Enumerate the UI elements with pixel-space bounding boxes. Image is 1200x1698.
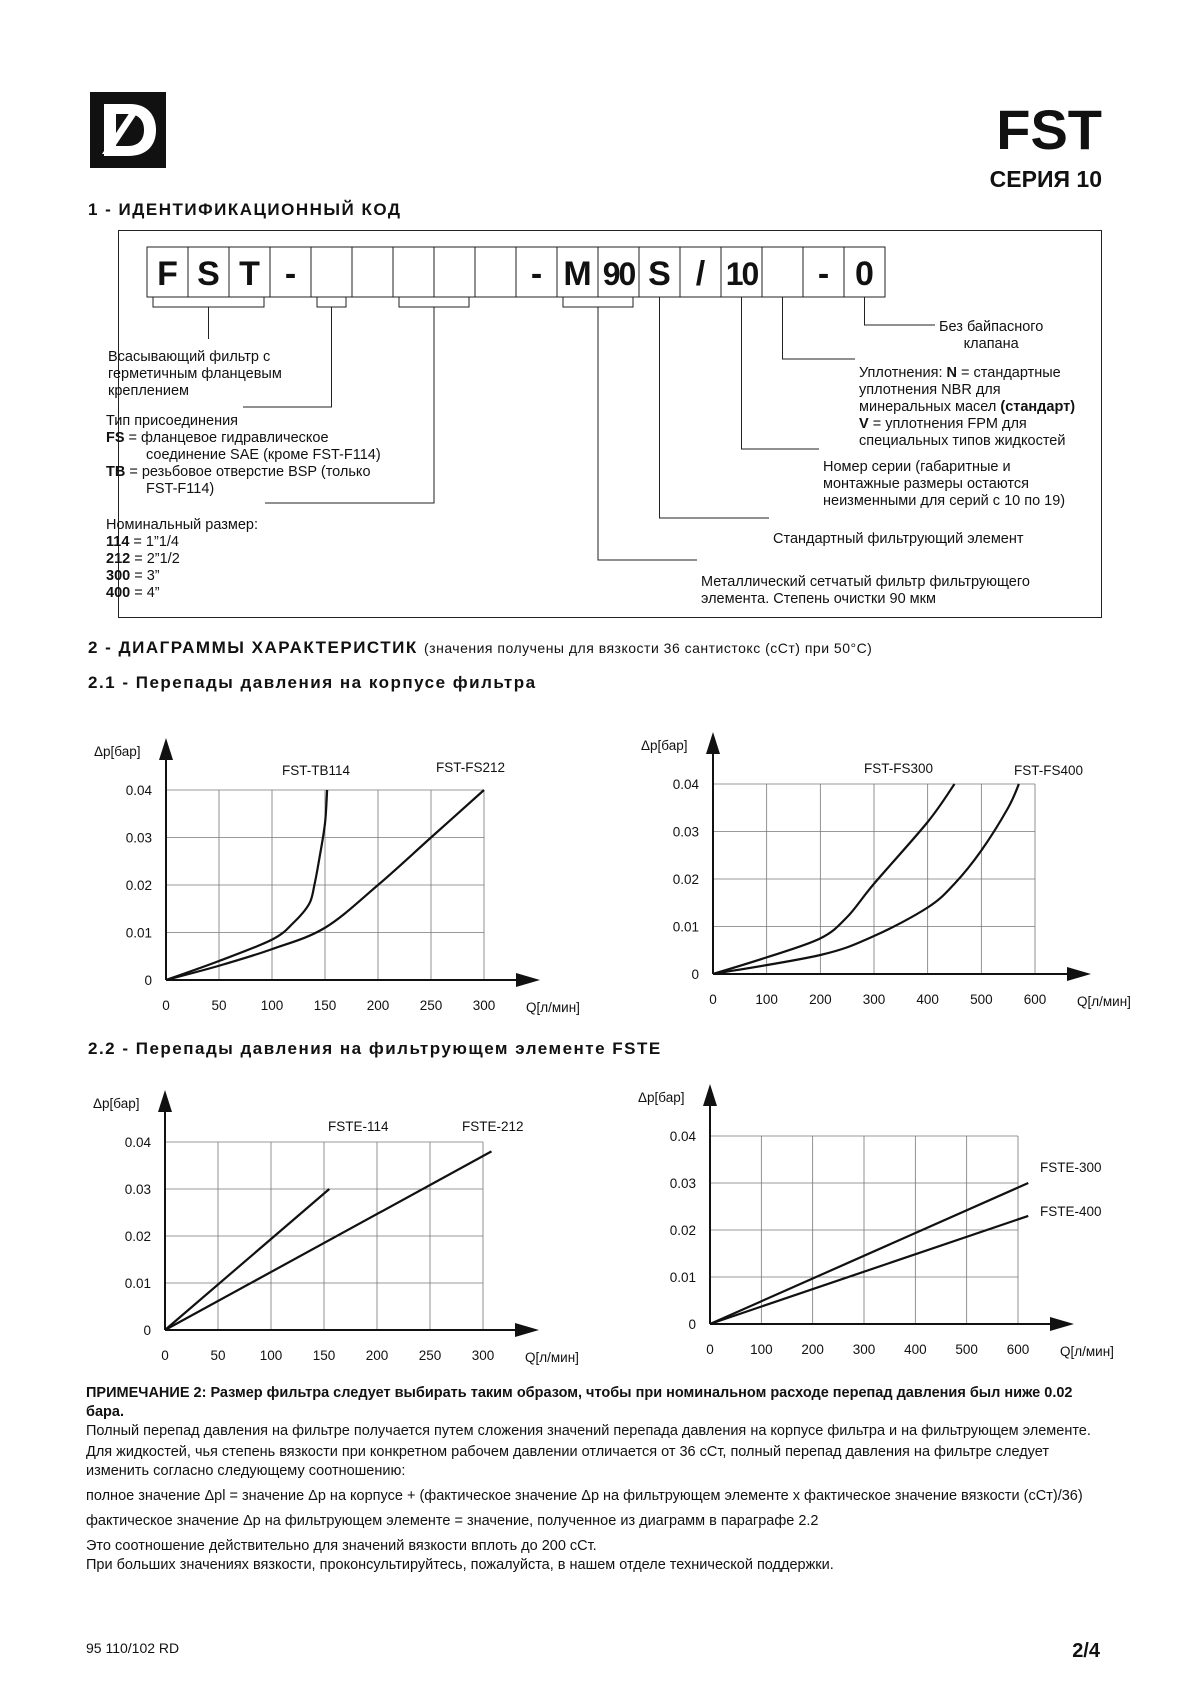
x-tick-label: 100	[755, 992, 778, 1007]
x-axis-arrow	[1067, 967, 1091, 981]
leader-line	[742, 297, 820, 449]
x-tick-label: 150	[313, 998, 337, 1013]
series-label: FST-TB114	[282, 763, 351, 778]
code-cell-char: 10	[725, 256, 758, 292]
code-cell-char: -	[530, 255, 543, 293]
x-tick-label: 200	[366, 998, 390, 1013]
code-bracket	[317, 297, 346, 307]
series-label: FSTE-400	[1040, 1204, 1102, 1219]
x-tick-label: 0	[162, 998, 170, 1013]
x-tick-label: 600	[1006, 1342, 1030, 1357]
y-axis-arrow	[706, 732, 720, 754]
chart-element-large	[630, 1080, 1140, 1370]
code-bracket	[399, 297, 469, 307]
x-tick-label: 0	[706, 1342, 714, 1357]
note-paragraph: фактическое значение Δp на фильтрующем элементе = значение, полученное из диаграмм в параграфе 2.2	[86, 1513, 819, 1529]
code-cell	[393, 247, 434, 297]
y-axis-arrow	[158, 1090, 172, 1112]
serial-description: Номер серии (габаритные и монтажные размеры остаются неизменными для серий с 10 по 19)	[823, 459, 1066, 509]
x-axis-label: Q[л/мин]	[525, 1350, 579, 1365]
y-tick-label: 0.02	[672, 872, 699, 887]
code-cell	[434, 247, 475, 297]
section1-title: 1 - ИДЕНТИФИКАЦИОННЫЙ КОД	[88, 200, 402, 219]
mesh-description: Металлический сетчатый фильтр фильтрующего элемента. Степень очистки 90 мкм	[701, 574, 1030, 607]
x-tick-label: 600	[1023, 992, 1047, 1007]
viscosity-note: (значения получены для вязкости 36 сантистокс (сСт) при 50°С)	[424, 640, 873, 656]
y-tick-label: 0	[143, 1323, 151, 1338]
page-number: 2/4	[1072, 1640, 1100, 1662]
bypass-description: Без байпасного клапана	[939, 319, 1044, 352]
y-tick-label: 0.04	[672, 777, 699, 792]
x-axis-label: Q[л/мин]	[526, 1000, 580, 1015]
x-tick-label: 400	[904, 1342, 927, 1357]
y-tick-label: 0.03	[669, 1176, 696, 1191]
x-axis-arrow	[1050, 1317, 1074, 1331]
standard-element-description: Стандартный фильтрующий элемент	[773, 531, 1024, 547]
x-axis-arrow	[516, 973, 540, 987]
x-tick-label: 300	[862, 992, 886, 1007]
note-formula: полное значение Δpl = значение Δp на корпусе + (фактическое значение Δp на фильтрующем элементе х фактическое значение вязкости (сСт)/36)	[86, 1488, 1083, 1504]
subsection22-title: 2.2 - Перепады давления на фильтрующем элементе FSTE	[88, 1039, 662, 1058]
code-cell-char: -	[817, 255, 830, 293]
note-paragraph: При больших значениях вязкости, проконсультируйтесь, пожалуйста, в нашем отделе технической поддержки.	[86, 1557, 834, 1573]
code-cell	[311, 247, 352, 297]
seals-description: Уплотнения: N = стандартные уплотнения NBR для минеральных масел (стандарт) V = уплотнения FPM для специальных типов жидкостей	[859, 365, 1076, 449]
chart-grid	[165, 1142, 483, 1330]
y-axis-arrow	[703, 1084, 717, 1106]
note-paragraph: Это соотношение действительно для значений вязкости вплоть до 200 сСт.	[86, 1538, 597, 1554]
y-tick-label: 0	[691, 967, 699, 982]
y-tick-label: 0.03	[672, 824, 699, 840]
code-cell	[352, 247, 393, 297]
y-tick-label: 0.03	[125, 830, 152, 846]
y-axis-arrow	[159, 738, 173, 760]
y-tick-label: 0.01	[669, 1270, 696, 1285]
x-tick-label: 400	[916, 992, 939, 1007]
suction-description: Всасывающий фильтр с герметичным фланцевым креплением	[108, 349, 282, 399]
x-tick-label: 300	[472, 998, 496, 1013]
x-tick-label: 200	[801, 1342, 824, 1357]
x-tick-label: 50	[211, 998, 227, 1013]
x-tick-label: 200	[809, 992, 832, 1007]
y-tick-label: 0.03	[124, 1182, 151, 1197]
code-cell-char: S	[197, 255, 220, 293]
x-axis-label: Q[л/мин]	[1077, 994, 1131, 1009]
code-bracket	[563, 297, 633, 307]
code-cell-char: F	[157, 255, 178, 293]
series-label: СЕРИЯ 10	[989, 166, 1102, 192]
code-cell-char: M	[563, 255, 592, 293]
y-tick-label: 0.01	[672, 919, 699, 935]
series-line-fste-300	[710, 1183, 1028, 1324]
product-code: FST	[996, 98, 1102, 161]
y-tick-label: 0.02	[669, 1223, 696, 1238]
identification-code-box	[106, 230, 1102, 618]
code-cell-char: /	[695, 255, 706, 293]
code-cell	[475, 247, 516, 297]
note-paragraph: Полный перепад давления на фильтре получается путем сложения значений перепада давления на корпусе фильтра и на фильтрующем элементе.	[86, 1423, 1091, 1439]
leader-line	[660, 297, 770, 518]
series-line-fste-212	[165, 1151, 491, 1330]
leader-line	[865, 297, 936, 325]
y-axis-label: Δp[бар]	[93, 1096, 140, 1111]
x-tick-label: 0	[161, 1348, 169, 1363]
leader-line	[783, 297, 856, 359]
x-tick-label: 100	[260, 998, 284, 1013]
series-label: FSTE-212	[462, 1119, 524, 1134]
y-tick-label: 0	[688, 1317, 696, 1332]
y-tick-label: 0.04	[125, 783, 152, 798]
doc-number: 95 110/102 RD	[86, 1640, 180, 1656]
series-label: FST-FS212	[436, 760, 506, 775]
x-tick-label: 500	[970, 992, 993, 1007]
y-tick-label: 0.01	[124, 1276, 151, 1291]
connection-type: Тип присоединения FS = фланцевое гидравлическое соединение SAE (кроме FST-F114) TB = резьбовое отверстие BSP (только FST-F114)	[106, 413, 381, 497]
x-tick-label: 250	[419, 998, 443, 1013]
code-cell-char: 0	[855, 255, 874, 293]
y-axis-label: Δp[бар]	[638, 1090, 685, 1105]
subsection21-title: 2.1 - Перепады давления на корпусе фильтра	[88, 673, 537, 692]
x-tick-label: 0	[709, 992, 717, 1007]
chart-element-small	[86, 1086, 596, 1376]
note-2-heading: ПРИМЕЧАНИЕ 2: Размер фильтра следует выбирать таким образом, чтобы при номинальном расходе перепад давления был ниже 0.02 бара.	[86, 1385, 1073, 1420]
series-label: FSTE-300	[1040, 1160, 1102, 1175]
series-line-fste-400	[710, 1216, 1028, 1324]
y-tick-label: 0.02	[124, 1229, 151, 1244]
x-tick-label: 500	[955, 1342, 978, 1357]
x-tick-label: 100	[750, 1342, 773, 1357]
code-cell-char: T	[239, 255, 260, 293]
note-paragraph: Для жидкостей, чья степень вязкости при конкретном рабочем давлении отличается от 36 сСт, полный перепад давления на фильтре следует изменить согласно следующему соотношению:	[86, 1444, 1049, 1479]
section2-title: 2 - ДИАГРАММЫ ХАРАКТЕРИСТИК (значения получены для вязкости 36 сантистокс (сСт) при 50°С)	[88, 638, 873, 657]
series-label: FST-FS400	[1014, 763, 1084, 778]
chart-grid	[710, 1136, 1018, 1324]
x-tick-label: 300	[852, 1342, 876, 1357]
x-tick-label: 300	[471, 1348, 495, 1363]
series-label: FST-FS300	[864, 761, 934, 776]
notes	[86, 1384, 1106, 1575]
code-bracket	[153, 297, 264, 307]
x-axis-arrow	[515, 1323, 539, 1337]
d-logo-icon	[90, 92, 166, 168]
x-tick-label: 250	[418, 1348, 442, 1363]
code-cell	[762, 247, 803, 297]
series-line-fste-114	[165, 1189, 329, 1330]
code-cells	[147, 247, 885, 297]
y-axis-label: Δp[бар]	[641, 738, 688, 753]
chart-grid	[713, 784, 1035, 974]
x-axis-label: Q[л/мин]	[1060, 1344, 1114, 1359]
y-axis-label: Δp[бар]	[94, 744, 141, 759]
code-cell-char: S	[648, 255, 671, 293]
y-tick-label: 0.04	[124, 1135, 151, 1150]
chart-housing-large	[630, 730, 1140, 1020]
x-tick-label: 150	[312, 1348, 336, 1363]
leader-line	[598, 307, 697, 560]
code-cell-char: 90	[602, 256, 635, 292]
nominal-size: Номинальный размер: 114 = 1”1/4 212 = 2”1/2 300 = 3” 400 = 4”	[106, 517, 258, 601]
x-tick-label: 50	[210, 1348, 226, 1363]
y-tick-label: 0.04	[669, 1129, 696, 1144]
y-tick-label: 0	[144, 973, 152, 988]
y-tick-label: 0.02	[125, 878, 152, 893]
series-label: FSTE-114	[328, 1119, 389, 1134]
x-tick-label: 100	[259, 1348, 283, 1363]
code-cell-char: -	[284, 255, 297, 293]
y-tick-label: 0.01	[125, 925, 152, 941]
x-tick-label: 200	[365, 1348, 389, 1363]
chart-housing-small	[86, 730, 596, 1020]
